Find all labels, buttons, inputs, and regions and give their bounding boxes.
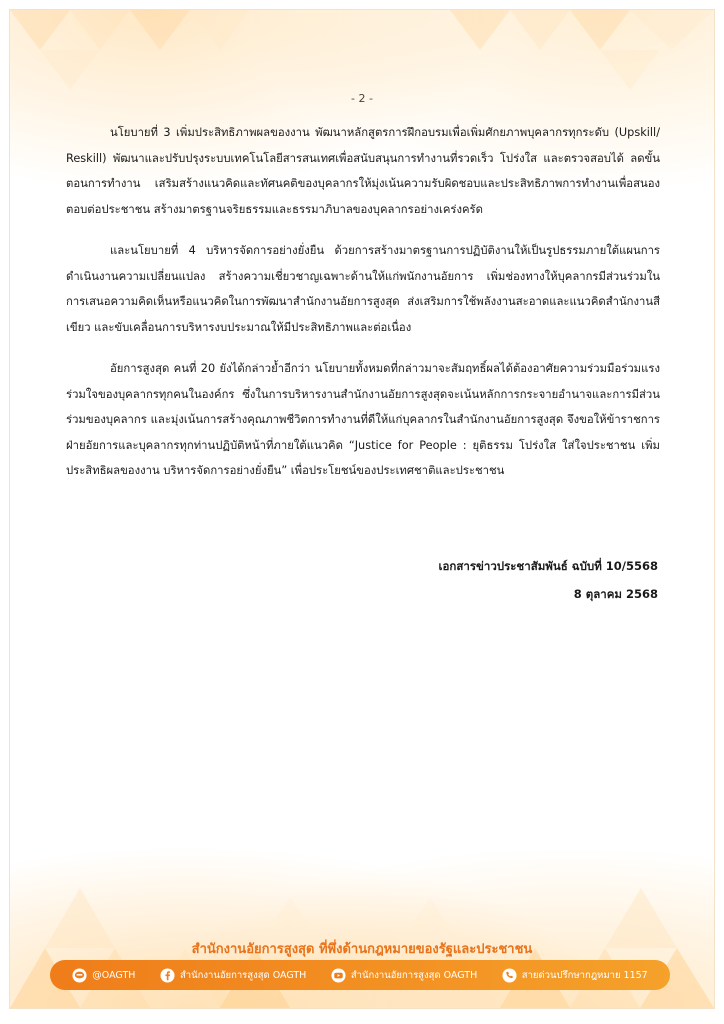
article-body xyxy=(66,120,660,500)
footer-contact-bar xyxy=(50,960,670,990)
paragraph-policy-3: นโยบายที่ 3 เพิ่มประสิทธิภาพผลของงาน พัฒนาหลักสูตรการฝึกอบรมเพื่อเพิ่มศักยภาพบุคลากรทุกระดับ (Upskill/ Reskill) พัฒนาและปรับปรุงระบบเทคโนโลยีสารสนเทศเพื่อสนับสนุนการทำงานที่รวดเร็ว โปร่งใส และตรวจสอบได้ ลดขั้นตอนการทำงาน เสริมสร้างแนวคิดและทัศนคติของบุคลากรให้มุ่งเน้นความรับผิดชอบและประสิทธิภาพการทำงานเพื่อสนองตอบต่อประชาชน สร้างมาตรฐานจริยธรรมและธรรมาภิบาลของบุคลากรอย่างเคร่งครัด xyxy=(66,126,660,216)
contact-youtube-label: สำนักงานอัยการสูงสุด OAGTH xyxy=(350,969,478,981)
paragraph-conclusion: อัยการสูงสุด คนที่ 20 ยังได้กล่าวย้ำอีกว่า นโยบายทั้งหมดที่กล่าวมาจะสัมฤทธิ์ผลได้ต้องอาศัยความร่วมมือร่วมแรง ร่วมใจของบุคลากรทุกคนในองค์กร ซึ่งในการบริหารงานสำนักงานอัยการสูงสุดจะเน้นหลักการกระจายอำนาจและการมีส่วนร่วมของบุคลากร และมุ่งเน้นการสร้างคุณภาพชีวิตการทำงานที่ดีให้แก่บุคลากรในสำนักงานอัยการสูงสุด จึงขอให้ข้าราชการฝ่ายอัยการและบุคลากรทุกท่านปฏิบัติหน้าที่ภายใต้แนวคิด “Justice for People : ยุติธรรม โปร่งใส ใส่ใจประชาชน เพิ่มประสิทธิผลของงาน บริหารจัดการอย่างยั่งยืน” เพื่อประโยชน์ของประเทศชาติและประชาชน xyxy=(66,362,660,477)
line-icon xyxy=(72,968,87,983)
contact-line[interactable] xyxy=(72,968,135,983)
contact-facebook-label: สำนักงานอัยการสูงสุด OAGTH xyxy=(179,969,307,981)
press-release-number: เอกสารข่าวประชาสัมพันธ์ ฉบับที่ 10/5568 xyxy=(438,559,658,573)
facebook-icon xyxy=(160,968,175,983)
paragraph-policy-4: และนโยบายที่ 4 บริหารจัดการอย่างยั่งยืน ด้วยการสร้างมาตรฐานการปฏิบัติงานให้เป็นรูปธรรมภายใต้แผนการดำเนินงานความเปลี่ยนแปลง สร้างความเชี่ยวชาญเฉพาะด้านให้แก่พนักงานอัยการ เพิ่มช่องทางให้บุคลากรมีส่วนร่วมในการเสนอความคิดเห็นหรือแนวคิดในการพัฒนาสำนักงานอัยการสูงสุด ส่งเสริมการใช้พลังงานสะอาดและแนวคิดสำนักงานสีเขียว และขับเคลื่อนการบริหารงบประมาณให้มีประสิทธิภาพและต่อเนื่อง xyxy=(66,244,660,334)
contact-hotline-label: สายด่วนปรึกษากฎหมาย 1157 xyxy=(521,969,648,981)
page-number: - 2 - xyxy=(351,92,373,105)
contact-line-label: @OAGTH xyxy=(92,969,136,981)
youtube-icon xyxy=(331,968,346,983)
phone-icon xyxy=(502,968,517,983)
contact-youtube[interactable] xyxy=(331,968,477,983)
contact-facebook[interactable] xyxy=(160,968,306,983)
press-release-date: 8 ตุลาคม 2568 xyxy=(573,587,658,601)
decorative-triangle-pattern-top xyxy=(10,10,714,130)
contact-hotline[interactable] xyxy=(502,968,648,983)
press-release-info xyxy=(439,552,658,608)
footer-slogan: สำนักงานอัยการสูงสุด ที่พึ่งด้านกฎหมายของรัฐและประชาชน xyxy=(191,942,533,957)
